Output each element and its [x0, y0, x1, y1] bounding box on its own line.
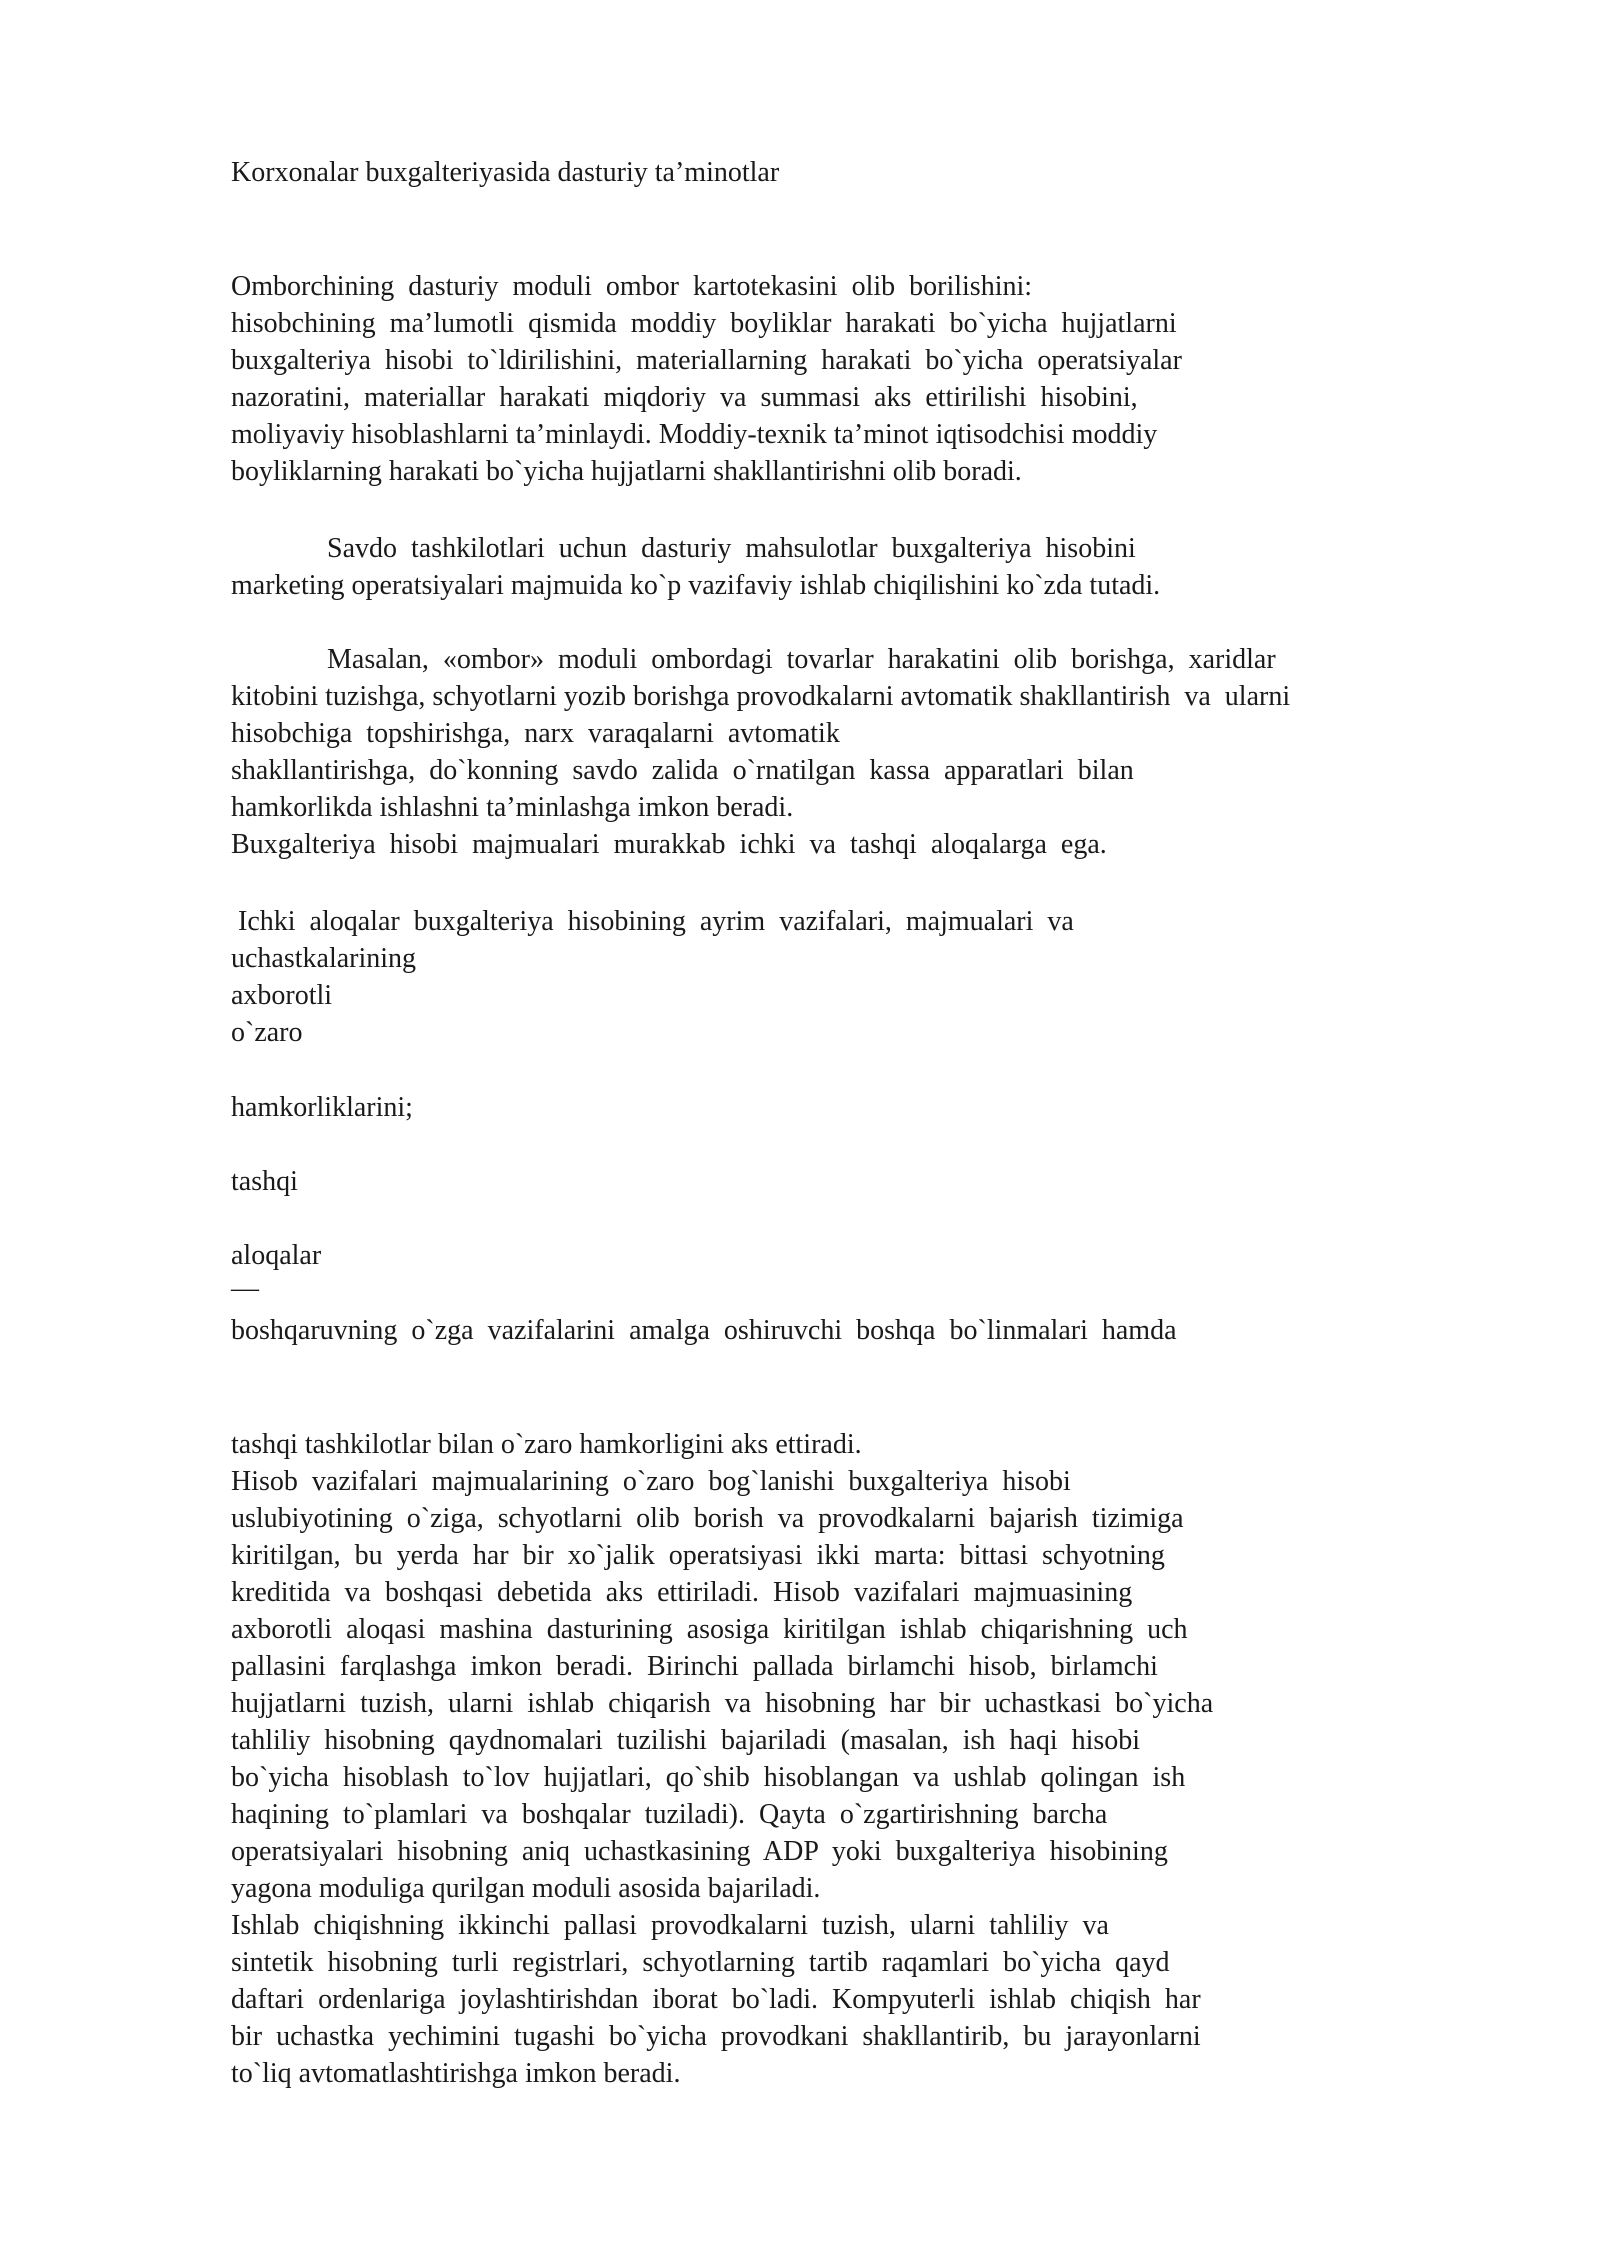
text-line: yagona moduliga qurilgan moduli asosida bajariladi.	[231, 1873, 821, 1904]
text-line: boyliklarning harakati bo`yicha hujjatlarni shakllantirishni olib boradi.	[231, 456, 1022, 487]
text-line: Ishlab chiqishning ikkinchi pallasi provodkalarni tuzish, ularni tahliliy va	[231, 1910, 1109, 1941]
text-line: aloqalar	[231, 1240, 322, 1271]
text-line: Buxgalteriya hisobi majmualari murakkab ichki va tashqi aloqalarga ega.	[231, 829, 1107, 860]
text-line: marketing operatsiyalari majmuida ko`p vazifaviy ishlab chiqilishini ko`zda tutadi.	[231, 570, 1161, 601]
text-line: moliyaviy hisoblashlarni ta’minlaydi. Moddiy-texnik ta’minot iqtisodchisi moddiy	[231, 419, 1158, 450]
text-line: bo`yicha hisoblash to`lov hujjatlari, qo`shib hisoblangan va ushlab qolingan ish	[231, 1762, 1186, 1793]
text-line: sintetik hisobning turli registrlari, schyotlarning tartib raqamlari bo`yicha qayd	[231, 1947, 1170, 1978]
text-line: uchastkalarining	[231, 943, 417, 974]
text-line: hamkorliklarini;	[231, 1092, 413, 1123]
text-line: kitobini tuzishga, schyotlarni yozib borishga provodkalarni avtomatik shakllantirish va ularni	[231, 681, 1291, 712]
text-line: nazoratini, materiallar harakati miqdoriy va summasi aks ettirilishi hisobini,	[231, 382, 1138, 413]
text-line: tashqi	[231, 1166, 298, 1197]
text-line: operatsiyalari hisobning aniq uchastkasining ADP yoki buxgalteriya hisobining	[231, 1836, 1168, 1867]
text-line: axborotli aloqasi mashina dasturining asosiga kiritilgan ishlab chiqarishning uch	[231, 1614, 1188, 1645]
text-line: kreditida va boshqasi debetida aks ettiriladi. Hisob vazifalari majmuasining	[231, 1577, 1133, 1608]
text-line: daftari ordenlariga joylashtirishdan iborat bo`ladi. Kompyuterli ishlab chiqish har	[231, 1984, 1201, 2015]
text-line: o`zaro	[231, 1017, 303, 1048]
text-line: hamkorlikda ishlashni ta’minlashga imkon beradi.	[231, 792, 794, 823]
text-line: Hisob vazifalari majmualarining o`zaro bog`lanishi buxgalteriya hisobi	[231, 1466, 1071, 1497]
text-line: hujjatlarni tuzish, ularni ishlab chiqarish va hisobning har bir uchastkasi bo`yicha	[231, 1688, 1214, 1719]
text-line: pallasini farqlashga imkon beradi. Birinchi pallada birlamchi hisob, birlamchi	[231, 1651, 1158, 1682]
text-line: hisobchiga topshirishga, narx varaqalarni avtomatik	[231, 718, 840, 749]
text-line: uslubiyotining o`ziga, schyotlarni olib borish va provodkalarni bajarish tizimiga	[231, 1503, 1184, 1534]
text-line: tahliliy hisobning qaydnomalari tuzilishi bajariladi (masalan, ish haqi hisobi	[231, 1725, 1141, 1756]
text-line: haqining to`plamlari va boshqalar tuziladi). Qayta o`zgartirishning barcha	[231, 1799, 1108, 1830]
text-line: Ichki aloqalar buxgalteriya hisobining ayrim vazifalari, majmualari va	[231, 906, 1074, 937]
text-line: Omborchining dasturiy moduli ombor kartotekasini olib borilishini:	[231, 271, 1033, 302]
text-line: hisobchining ma’lumotli qismida moddiy boyliklar harakati bo`yicha hujjatlarni	[231, 308, 1177, 339]
text-line: to`liq avtomatlashtirishga imkon beradi.	[231, 2058, 681, 2089]
text-line: buxgalteriya hisobi to`ldirilishini, materiallarning harakati bo`yicha operatsiyalar	[231, 345, 1182, 376]
text-line: bir uchastka yechimini tugashi bo`yicha provodkani shakllantirib, bu jarayonlarni	[231, 2021, 1201, 2052]
text-line: boshqaruvning o`zga vazifalarini amalga oshiruvchi boshqa bo`linmalari hamda	[231, 1315, 1177, 1346]
text-line: Masalan, «ombor» moduli ombordagi tovarlar harakatini olib borishga, xaridlar	[327, 644, 1276, 675]
text-line: tashqi tashkilotlar bilan o`zaro hamkorligini aks ettiradi.	[231, 1429, 862, 1460]
text-line: kiritilgan, bu yerda har bir xo`jalik operatsiyasi ikki marta: bittasi schyotning	[231, 1540, 1165, 1571]
text-line: shakllantirishga, do`konning savdo zalida o`rnatilgan kassa apparatlari bilan	[231, 755, 1134, 786]
text-line: Savdo tashkilotlari uchun dasturiy mahsulotlar buxgalteriya hisobini	[327, 533, 1136, 564]
document-title: Korxonalar buxgalteriyasida dasturiy ta’minotlar	[231, 157, 780, 188]
em-dash: —	[231, 1273, 259, 1304]
text-line: axborotli	[231, 980, 333, 1011]
